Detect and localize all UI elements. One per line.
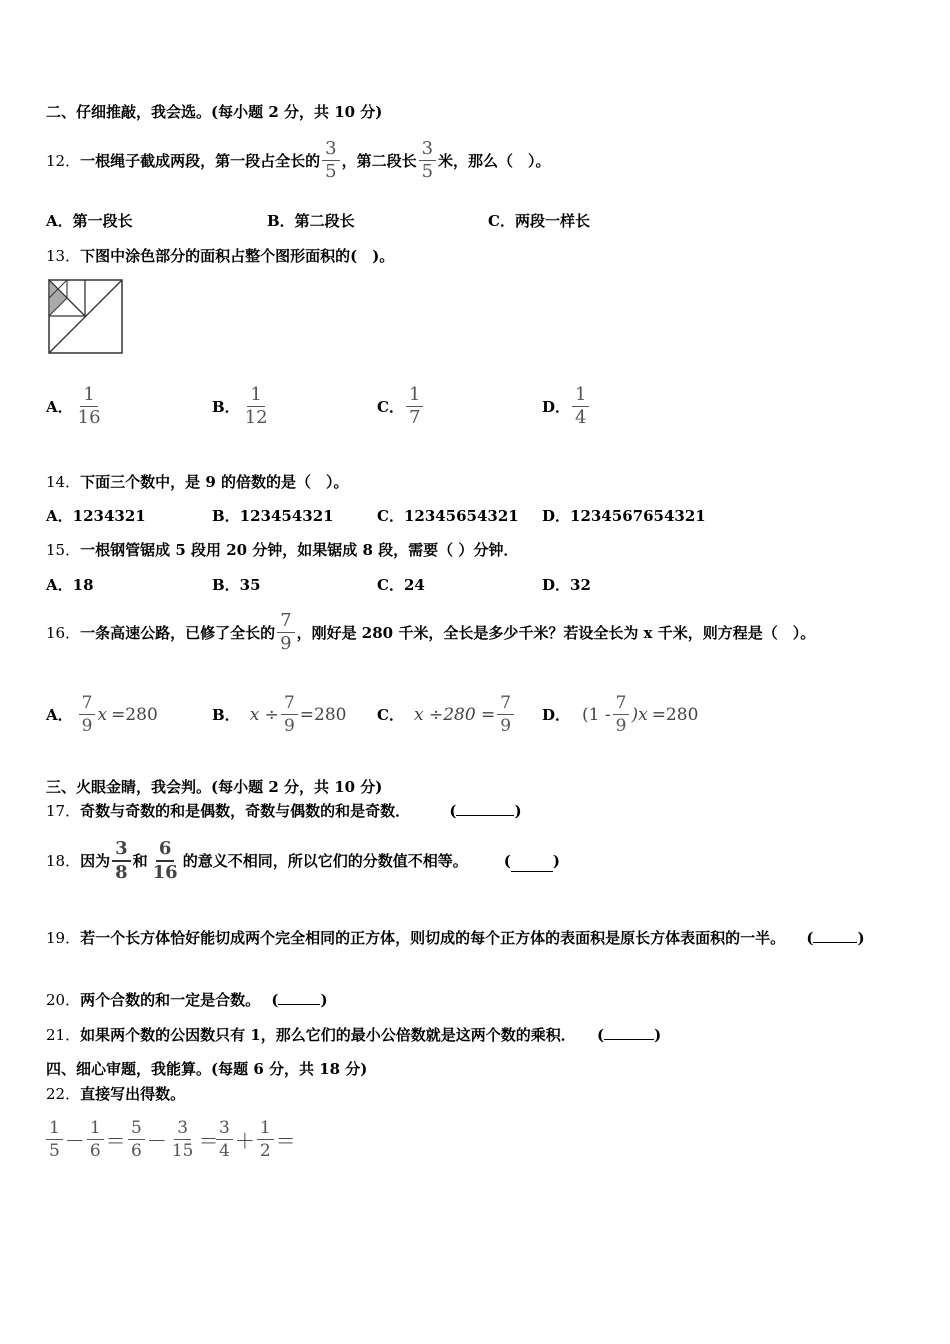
q16-option-a[interactable]: A． $\frac{7}{9}$ x =280: [46, 693, 158, 736]
q12-text-3: 米，那么（ ）。: [438, 151, 551, 170]
question-21: 21．如果两个数的公因数只有 1，那么它们的最小公倍数就是这两个数的乘积． ( ): [46, 1026, 662, 1044]
q18-text-2: 的意义不相同，所以它们的分数值不相等。: [182, 852, 468, 870]
question-12: [46, 138, 551, 183]
q13-option-c[interactable]: C． $\frac{1}{7}$: [377, 384, 425, 429]
q21-number: 21．: [46, 1026, 81, 1044]
q14-option-d[interactable]: D．1234567654321: [542, 507, 706, 525]
q13-text: 下图中涂色部分的面积占整个图形面积的( )。: [80, 247, 395, 265]
q14-option-a[interactable]: A．1234321: [46, 507, 146, 525]
q17-text: 奇数与奇数的和是偶数，奇数与偶数的和是奇数．: [80, 802, 411, 820]
q19-text: 若一个长方体恰好能切成两个完全相同的正方体，则切成的每个正方体的表面积是原长方体表面积的一半。: [80, 929, 786, 947]
question-13: [46, 246, 394, 266]
q18-number: 18．: [46, 852, 81, 870]
q13-option-d[interactable]: D． $\frac{1}{4}$: [542, 384, 591, 429]
q16-fraction: $\frac{7}{9}$: [277, 610, 294, 655]
q12-text-1: 一根绳子截成两段，第一段占全长的: [80, 151, 321, 170]
q15-option-c[interactable]: C．24: [377, 576, 425, 594]
q18-fraction-2: $\frac{6}{16}$: [152, 838, 178, 883]
section-2-title: 二、仔细推敲，我会选。(每小题 2 分，共 10 分): [46, 103, 383, 121]
q13-figure: [48, 279, 124, 355]
question-16: [46, 610, 815, 655]
q18-fraction-1: $\frac{3}{8}$: [112, 838, 131, 884]
question-19: 19．若一个长方体恰好能切成两个完全相同的正方体，则切成的每个正方体的表面积是原长方体表面积的一半。 ( ): [46, 929, 865, 947]
q12-option-a[interactable]: A．第一段长: [46, 212, 133, 230]
question-15: [46, 540, 518, 560]
q19-number: 19．: [46, 929, 81, 947]
q16-option-d[interactable]: D． (1 - $\frac{7}{9}$ )x =280: [542, 693, 699, 736]
question-18: 18． 因为 $\frac{3}{8}$ 和 $\frac{6}{16}$ 的意义不相同，所以它们的分数值不相等。 ( ): [46, 838, 560, 883]
q15-number: 15．: [46, 541, 81, 559]
q18-and: 和: [132, 852, 148, 870]
q15-option-d[interactable]: D．32: [542, 576, 591, 594]
question-14: [46, 472, 348, 492]
q13-option-a[interactable]: A． $\frac{1}{16}$: [46, 384, 101, 428]
q17-number: 17．: [46, 802, 81, 820]
q18-answer-blank[interactable]: [511, 871, 553, 872]
section-4-title: 四、细心审题，我能算。(每题 6 分，共 18 分): [46, 1060, 368, 1078]
q14-text: 下面三个数中，是 9 的倍数的是（ ）。: [80, 473, 349, 491]
q19-answer-blank[interactable]: [813, 942, 857, 943]
section-3-title: 三、火眼金睛，我会判。(每小题 2 分，共 10 分): [46, 778, 383, 796]
q12-option-c[interactable]: C．两段一样长: [488, 212, 590, 230]
q20-answer-blank[interactable]: [278, 1004, 320, 1005]
q14-option-c[interactable]: C．12345654321: [377, 507, 519, 525]
q20-text: 两个合数的和一定是合数。: [80, 991, 261, 1009]
q13-option-b[interactable]: B． $\frac{1}{12}$: [212, 384, 268, 428]
q20-number: 20．: [46, 991, 81, 1009]
q21-text: 如果两个数的公因数只有 1，那么它们的最小公倍数就是这两个数的乘积．: [80, 1026, 576, 1044]
q16-option-b[interactable]: B． x ÷ $\frac{7}{9}$ =280: [212, 693, 347, 736]
q12-fraction-2: $\frac{3}{5}$: [419, 138, 436, 183]
q17-answer-blank[interactable]: [456, 815, 514, 816]
question-20: 20．两个合数的和一定是合数。 ( ): [46, 991, 328, 1009]
q22-number: 22．: [46, 1085, 81, 1103]
q22-expression-2: $\frac{5}{6}$ － $\frac{3}{15}$ ＝: [126, 1117, 218, 1162]
q16-option-c[interactable]: C． x ÷280 = $\frac{7}{9}$: [377, 692, 516, 737]
q15-text: 一根钢管锯成 5 段用 20 分钟，如果锯成 8 段，需要（ ）分钟．: [80, 541, 519, 559]
q16-text-1: 一条高速公路，已修了全长的: [80, 623, 276, 642]
q12-text-2: ，第二段长: [341, 151, 417, 170]
q14-number: 14．: [46, 473, 81, 491]
q22-expression-3: $\frac{3}{4}$ ＋ $\frac{1}{2}$ ＝: [214, 1117, 296, 1162]
question-17: 17．奇数与奇数的和是偶数，奇数与偶数的和是奇数． ( ): [46, 802, 522, 820]
q12-number: 12．: [46, 151, 81, 170]
q18-text-1: 因为: [80, 852, 111, 870]
q21-answer-blank[interactable]: [604, 1039, 654, 1040]
q12-option-b[interactable]: B．第二段长: [267, 212, 355, 230]
q15-option-b[interactable]: B．35: [212, 576, 261, 594]
q12-fraction-1: $\frac{3}{5}$: [322, 138, 339, 183]
q14-option-b[interactable]: B．123454321: [212, 507, 334, 525]
question-22: [46, 1084, 185, 1104]
q15-option-a[interactable]: A．18: [46, 576, 94, 594]
q22-text: 直接写出得数。: [80, 1085, 186, 1103]
q13-number: 13．: [46, 247, 81, 265]
q16-number: 16．: [46, 623, 81, 642]
q22-expression-1: $\frac{1}{5}$ － $\frac{1}{6}$ ＝: [44, 1117, 126, 1162]
q16-text-2: ，刚好是 280 千米，全长是多少千米？若设全长为 x 千米，则方程是（ ）。: [296, 623, 816, 642]
